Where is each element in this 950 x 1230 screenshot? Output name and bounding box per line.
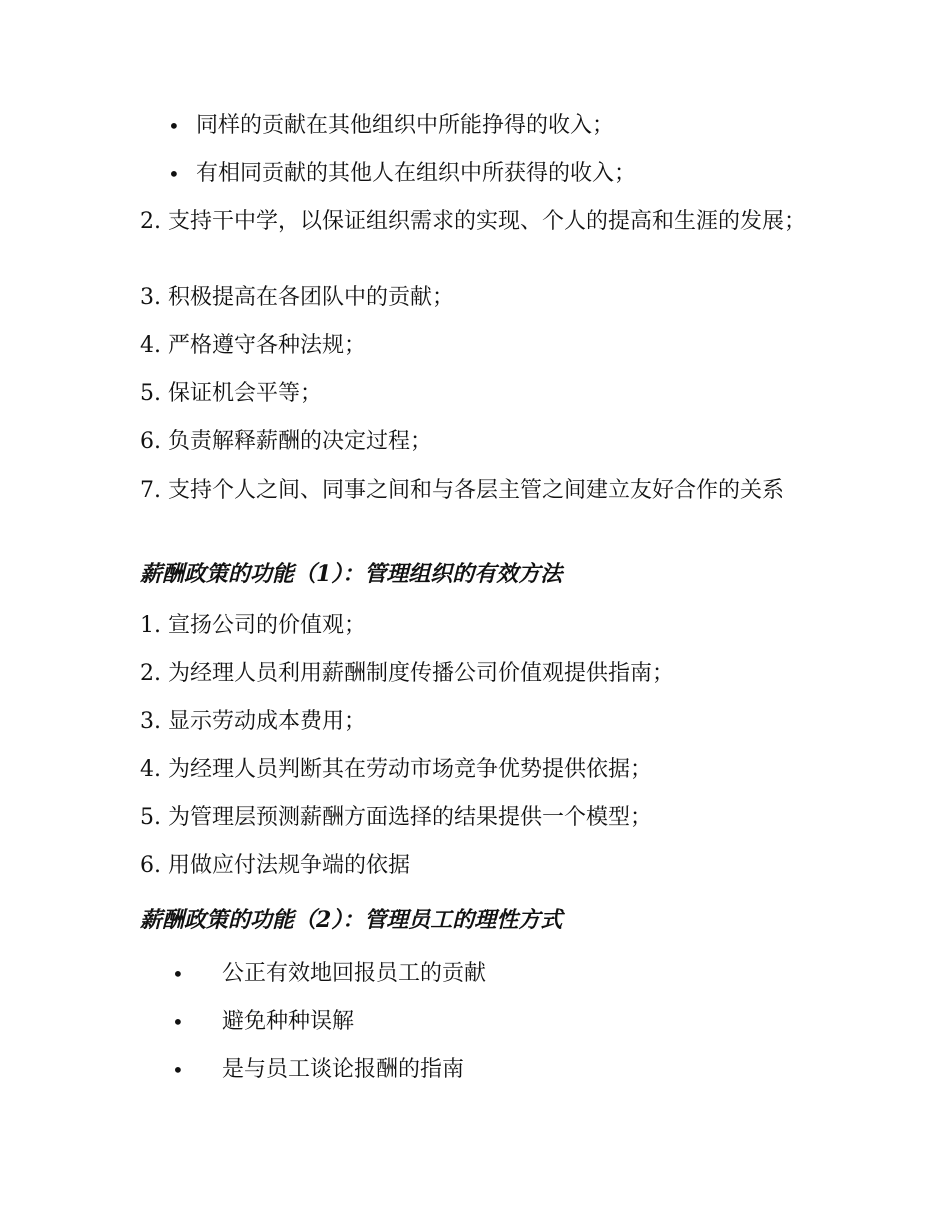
numbered-item: 3. 显示劳动成本费用； (140, 709, 366, 734)
numbered-item: 6. 负责解释薪酬的决定过程； (140, 429, 432, 454)
numbered-item: 2. 为经理人员利用薪酬制度传播公司价值观提供指南； (140, 661, 674, 686)
bullet-item: 有相同贡献的其他人在组织中所获得的收入； (196, 161, 637, 186)
numbered-item: 6. 用做应付法规争端的依据 (140, 853, 410, 878)
bullet-marker: • (168, 114, 180, 138)
section-heading: 薪酬政策的功能（2）：管理员工的理性方式 (140, 907, 563, 933)
section-heading: 薪酬政策的功能（1）：管理组织的有效方法 (140, 561, 563, 587)
numbered-item: 7. 支持个人之间、同事之间和与各层主管之间建立友好合作的关系 (140, 478, 784, 503)
numbered-item: 1. 宣扬公司的价值观； (140, 613, 366, 638)
numbered-item: 5. 保证机会平等； (140, 381, 322, 406)
bullet-item: 同样的贡献在其他组织中所能挣得的收入； (196, 113, 615, 138)
bullet-marker: • (172, 1010, 184, 1034)
numbered-item: 3. 积极提高在各团队中的贡献； (140, 285, 454, 310)
numbered-item: 4. 严格遵守各种法规； (140, 333, 366, 358)
bullet-item: 公正有效地回报员工的贡献 (222, 961, 487, 986)
bullet-item: 避免种种误解 (222, 1009, 355, 1034)
bullet-marker: • (168, 162, 180, 186)
numbered-item: 2. 支持干中学，以保证组织需求的实现、个人的提高和生涯的发展； (140, 209, 806, 234)
bullet-item: 是与员工谈论报酬的指南 (222, 1057, 465, 1082)
bullet-marker: • (172, 962, 184, 986)
numbered-item: 5. 为管理层预测薪酬方面选择的结果提供一个模型； (140, 805, 652, 830)
bullet-marker: • (172, 1058, 184, 1082)
numbered-item: 4. 为经理人员判断其在劳动市场竞争优势提供依据； (140, 757, 652, 782)
